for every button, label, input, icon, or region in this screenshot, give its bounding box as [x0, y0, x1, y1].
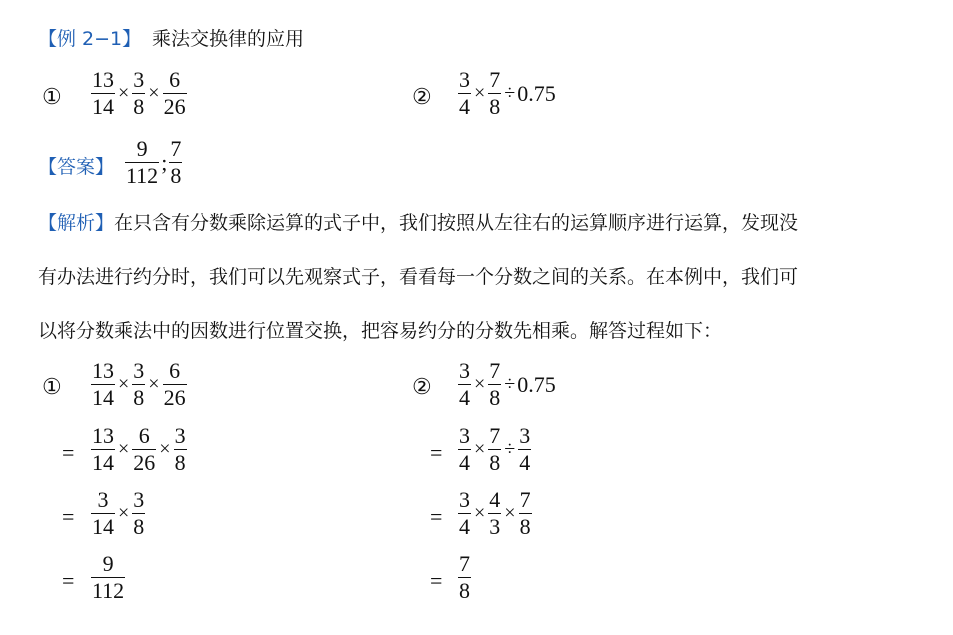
fraction: $\frac{13}{14}$ — [92, 423, 114, 475]
fraction: $\frac{7}{8}$ — [489, 423, 501, 475]
operator: × — [474, 373, 486, 395]
fraction: $\frac{7}{8}$ — [489, 358, 501, 410]
solution-2-step-1 — [457, 424, 532, 475]
operator: × — [159, 438, 171, 460]
fraction: $\frac{9}{112}$ — [126, 136, 159, 188]
equals-sign: = — [62, 568, 75, 593]
fraction: $\frac{3}{4}$ — [519, 423, 531, 475]
analysis-line-2: 有办法进行约分时，我们可以先观察式子，看看每一个分数之间的关系。在本例中，我们可 — [38, 266, 799, 288]
operator: × — [474, 502, 486, 524]
answer-expression — [124, 137, 183, 188]
fraction: $\frac{6}{26}$ — [163, 358, 186, 410]
answer-tag: 【答案】 — [38, 156, 115, 178]
solution-1-step-2 — [90, 488, 146, 539]
equals-sign: = — [62, 504, 75, 529]
fraction: $\frac{4}{3}$ — [489, 487, 501, 539]
operator: ÷ — [504, 438, 516, 460]
fraction: $\frac{3}{8}$ — [133, 487, 145, 539]
operator: × — [118, 502, 130, 524]
fraction: $\frac{13}{14}$ — [92, 358, 114, 410]
fraction: $\frac{3}{4}$ — [459, 423, 470, 475]
analysis-tag: 【解析】 — [38, 212, 115, 234]
operator: × — [118, 438, 130, 460]
solution-2-step-0 — [457, 359, 556, 410]
solution-2-marker: ② — [412, 374, 432, 399]
equals-sign: = — [430, 504, 443, 529]
solution-1-marker: ① — [42, 374, 62, 399]
solution-1-step-0 — [90, 359, 188, 410]
fraction: $\frac{7}{8}$ — [459, 551, 470, 603]
fraction: $\frac{7}{8}$ — [519, 487, 531, 539]
operator: × — [474, 438, 486, 460]
operator: × — [148, 373, 160, 395]
problem-2-marker: ② — [412, 84, 432, 109]
decimal-value: 0.75 — [517, 371, 556, 397]
problem-2-expression — [457, 68, 556, 119]
equals-sign: = — [430, 568, 443, 593]
fraction: $\frac{7}{8}$ — [170, 136, 182, 188]
separator: ; — [161, 149, 168, 175]
fraction: $\frac{3}{14}$ — [92, 487, 114, 539]
solution-2-step-2 — [457, 488, 533, 539]
operator: × — [118, 82, 130, 104]
example-title: 乘法交换律的应用 — [152, 28, 305, 50]
fraction: $\frac{9}{112}$ — [92, 551, 125, 603]
fraction: $\frac{7}{8}$ — [489, 67, 501, 119]
fraction: $\frac{3}{4}$ — [459, 487, 470, 539]
equals-sign: = — [430, 440, 443, 465]
fraction: $\frac{3}{4}$ — [459, 358, 470, 410]
fraction: $\frac{3}{8}$ — [133, 67, 145, 119]
solution-2-step-3 — [457, 552, 472, 603]
operator: × — [504, 502, 516, 524]
operator: × — [474, 82, 486, 104]
example-tag: 【例 2−1】 — [38, 28, 142, 50]
problem-1-marker: ① — [42, 84, 62, 109]
problem-1-expression — [90, 68, 188, 119]
solution-1-step-1 — [90, 424, 188, 475]
operator: × — [148, 82, 160, 104]
equals-sign: = — [62, 440, 75, 465]
fraction: $\frac{3}{4}$ — [459, 67, 470, 119]
decimal-value: 0.75 — [517, 80, 556, 106]
fraction: $\frac{6}{26}$ — [133, 423, 156, 475]
fraction: $\frac{13}{14}$ — [92, 67, 114, 119]
fraction: $\frac{3}{8}$ — [174, 423, 186, 475]
fraction: $\frac{6}{26}$ — [163, 67, 186, 119]
fraction: $\frac{3}{8}$ — [133, 358, 145, 410]
analysis-line-1: 【解析】在只含有分数乘除运算的式子中，我们按照从左往右的运算顺序进行运算，发现没 — [38, 212, 799, 234]
solution-1-step-3 — [90, 552, 126, 603]
analysis-line-3: 以将分数乘法中的因数进行位置交换，把容易约分的分数先相乘。解答过程如下： — [38, 320, 723, 342]
operator: ÷ — [504, 82, 516, 104]
operator: × — [118, 373, 130, 395]
operator: ÷ — [504, 373, 516, 395]
